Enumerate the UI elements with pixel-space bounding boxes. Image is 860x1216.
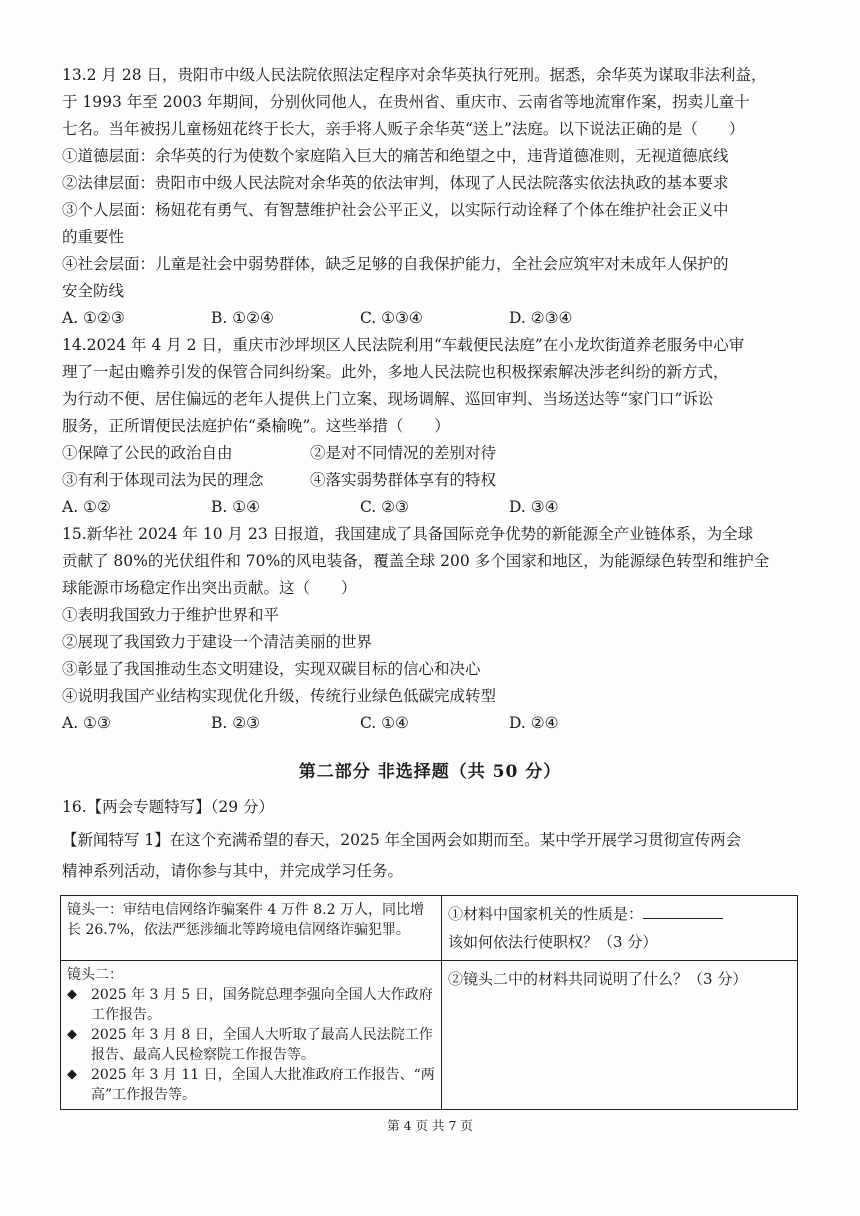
answer-blank[interactable] <box>643 904 723 919</box>
q14-line: 14.2024 年 4 月 2 日，重庆市沙坪坝区人民法院利用“车载便民法庭”在小龙坎街道养老服务中心审 <box>62 336 745 354</box>
table-row <box>61 961 798 1110</box>
task2-question: ②镜头二中的材料共同说明了什么？（3 分） <box>448 970 748 988</box>
option-a: A. ①②③ <box>62 309 125 327</box>
q14-options <box>62 494 802 521</box>
option-d: D. ②③④ <box>509 309 573 327</box>
option-c: C. ②③ <box>360 498 409 516</box>
q13-line: 13.2 月 28 日，贵阳市中级人民法院依照法定程序对余华英执行死刑。据悉，余华英为谋取非法利益， <box>62 66 767 84</box>
list-item <box>67 1065 435 1105</box>
q13-line: ③个人层面：杨妞花有勇气、有智慧维护社会公平正义，以实际行动诠释了个体在维护社会正义中 <box>62 201 729 219</box>
q13-line: 于 1993 年至 2003 年期间，分别伙同他人，在贵州省、重庆市、云南省等地流窜作案，拐卖儿童十 <box>62 93 750 111</box>
q13-line: 安全防线 <box>62 282 125 300</box>
list-item <box>67 1025 435 1065</box>
q14-line: 服务，正所谓便民法庭护佑“桑榆晚”。这些举措（ ） <box>62 417 450 435</box>
option-d: D. ②④ <box>509 714 559 732</box>
section-title: 第二部分 非选择题（共 50 分） <box>298 762 562 782</box>
q13-line: 七名。当年被拐儿童杨妞花终于长大，亲手将人贩子余华英“送上”法庭。以下说法正确的是（ ） <box>62 120 745 138</box>
q14-statement-row <box>62 440 802 467</box>
list-item <box>67 985 435 1025</box>
q15-line: ④说明我国产业结构实现优化升级，传统行业绿色低碳完成转型 <box>62 687 497 705</box>
question-16 <box>62 794 802 885</box>
option-c: C. ①③④ <box>360 309 423 327</box>
q14-statement-row <box>62 467 802 494</box>
q15-line: 球能源市场稳定作出突出贡献。这（ ） <box>62 579 357 597</box>
task1-question <box>448 900 791 928</box>
q15-line: ②展现了我国致力于建设一个清洁美丽的世界 <box>62 633 373 651</box>
shot2-label: 镜头二： <box>67 967 123 983</box>
diamond-bullet-icon: ◆ <box>67 1027 77 1042</box>
statement: ②是对不同情况的差别对待 <box>310 444 497 462</box>
q15-line: 15.新华社 2024 年 10 月 23 日报道，我国建成了具备国际竞争优势的新能源全产业链体系，为全球 <box>62 525 754 543</box>
statement: ③有利于体现司法为民的理念 <box>62 471 264 489</box>
bullet-text: 2025 年 3 月 5 日，国务院总理李强向全国人大作政府工作报告。 <box>91 987 433 1023</box>
material-table <box>60 895 798 1110</box>
task1-cell <box>442 896 798 961</box>
q14-line: 为行动不便、居住偏远的老年人提供上门立案、现场调解、巡回审判、当场送达等“家门口”诉讼 <box>62 390 714 408</box>
option-d: D. ③④ <box>509 498 559 516</box>
q13-line: 的重要性 <box>62 228 125 246</box>
bullet-text: 2025 年 3 月 8 日，全国人大听取了最高人民法院工作报告、最高人民检察院工作报告等。 <box>91 1027 433 1063</box>
q14-line: 理了一起由赡养引发的保管合同纠纷案。此外，多地人民法院也积极探索解决涉老纠纷的新方式， <box>62 363 729 381</box>
task2-cell <box>442 961 798 1110</box>
q13-line: ④社会层面：儿童是社会中弱势群体，缺乏足够的自我保护能力，全社会应筑牢对未成年人保护的 <box>62 255 729 273</box>
q15-line: 贡献了 80%的光伏组件和 70%的风电装备，覆盖全球 200 多个国家和地区，为能源绿色转型和维护全 <box>62 552 770 570</box>
question-13 <box>62 62 802 332</box>
question-15 <box>62 521 802 737</box>
shot2-cell <box>61 961 442 1110</box>
shot1-text: 镜头一：审结电信网络诈骗案件 4 万件 8.2 万人，同比增长 26.7%，依法严惩涉缅北等跨境电信网络诈骗犯罪。 <box>67 902 424 938</box>
option-a: A. ①② <box>62 498 111 516</box>
q13-line: ①道德层面：余华英的行为使数个家庭陷入巨大的痛苦和绝望之中，违背道德准则，无视道德底线 <box>62 147 729 165</box>
q15-options <box>62 710 802 737</box>
task1-line2: 该如何依法行使职权？（3 分） <box>448 933 658 951</box>
q15-line: ③彰显了我国推动生态文明建设，实现双碳目标的信心和决心 <box>62 660 481 678</box>
diamond-bullet-icon: ◆ <box>67 1067 77 1082</box>
table-row <box>61 896 798 961</box>
q16-heading: 16.【两会专题特写】（29 分） <box>62 798 275 816</box>
diamond-bullet-icon: ◆ <box>67 987 77 1002</box>
option-b: B. ②③ <box>211 714 261 732</box>
statement: ④落实弱势群体享有的特权 <box>310 471 497 489</box>
option-c: C. ①④ <box>360 714 409 732</box>
option-a: A. ①③ <box>62 714 111 732</box>
statement: ①保障了公民的政治自由 <box>62 444 233 462</box>
option-b: B. ①②④ <box>211 309 274 327</box>
task1-prefix: ①材料中国家机关的性质是： <box>448 905 644 923</box>
shot1-cell <box>61 896 442 961</box>
q16-intro-line: 【新闻特写 1】在这个充满希望的春天，2025 年全国两会如期而至。某中学开展学习贯彻宣传两会 <box>62 831 742 849</box>
q15-line: ①表明我国致力于维护世界和平 <box>62 606 280 624</box>
q13-options <box>62 305 802 332</box>
q13-line: ②法律层面：贵阳市中级人民法院对余华英的依法审判，体现了人民法院落实依法执政的基本要求 <box>62 174 729 192</box>
option-b: B. ①④ <box>211 498 261 516</box>
bullet-text: 2025 年 3 月 11 日，全国人大批准政府工作报告、“两高”工作报告等。 <box>91 1067 435 1103</box>
question-14 <box>62 332 802 521</box>
q16-intro-line: 精神系列活动，请你参与其中，并完成学习任务。 <box>62 862 404 880</box>
page-footer: 第 4 页 共 7 页 <box>387 1118 473 1133</box>
